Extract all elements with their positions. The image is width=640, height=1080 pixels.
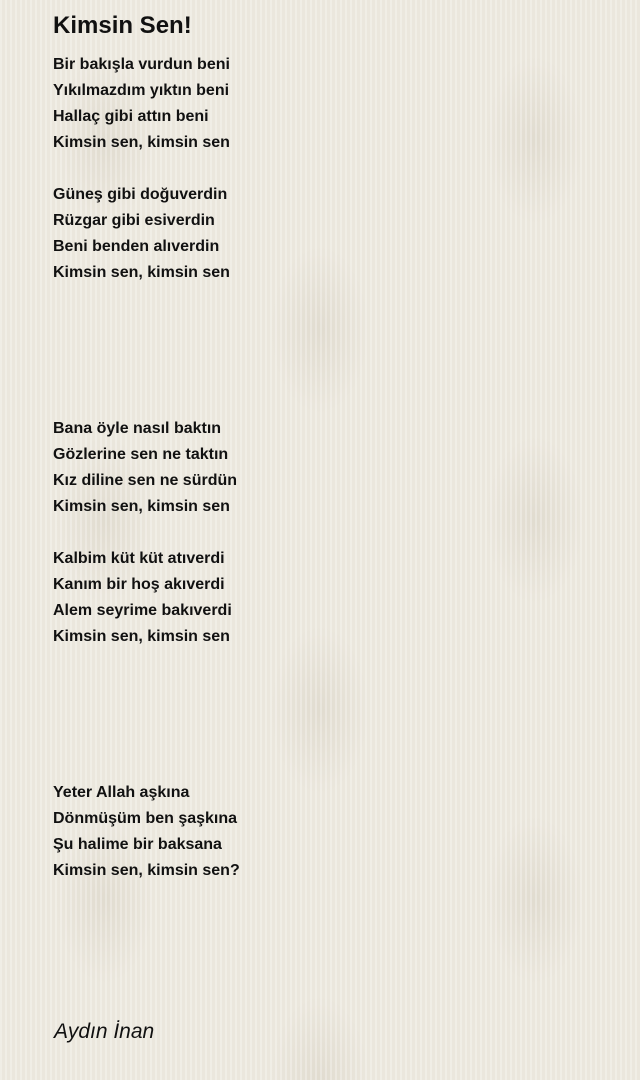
poem — [53, 10, 613, 884]
poem-line: Kimsin sen, kimsin sen? — [53, 862, 240, 879]
poem-line: Güneş gibi doğuverdin — [53, 186, 228, 203]
poem-line: Yeter Allah aşkına — [53, 784, 190, 801]
stanza-2 — [53, 182, 613, 286]
poem-line: Kimsin sen, kimsin sen — [53, 264, 230, 281]
poem-line: Beni benden alıverdin — [53, 238, 220, 255]
poem-title: Kimsin Sen! — [53, 12, 192, 39]
stanza-spacer — [53, 286, 613, 416]
poem-line: Bana öyle nasıl baktın — [53, 420, 222, 437]
stanza-1 — [53, 52, 613, 156]
poem-line: Gözlerine sen ne taktın — [53, 446, 229, 463]
poem-line: Bir bakışla vurdun beni — [53, 56, 230, 73]
poem-line: Yıkılmazdım yıktın beni — [53, 82, 230, 99]
poem-author: Aydın İnan — [54, 1020, 155, 1043]
poem-line: Kimsin sen, kimsin sen — [53, 498, 230, 515]
poem-line: Kimsin sen, kimsin sen — [53, 134, 230, 151]
poem-line: Kimsin sen, kimsin sen — [53, 628, 230, 645]
stanza-5 — [53, 780, 613, 884]
poem-line: Şu halime bir baksana — [53, 836, 222, 853]
poem-line: Hallaç gibi attın beni — [53, 108, 209, 125]
poem-line: Alem seyrime bakıverdi — [53, 602, 232, 619]
stanza-4 — [53, 546, 613, 650]
stanza-spacer — [53, 650, 613, 780]
poem-line: Rüzgar gibi esiverdin — [53, 212, 215, 229]
stanza-spacer — [53, 156, 613, 182]
poem-line: Dönmüşüm ben şaşkına — [53, 810, 238, 827]
stanza-spacer — [53, 520, 613, 546]
stanza-3 — [53, 416, 613, 520]
poem-line: Kanım bir hoş akıverdi — [53, 576, 225, 593]
poem-line: Kız diline sen ne sürdün — [53, 472, 238, 489]
poem-line: Kalbim küt küt atıverdi — [53, 550, 225, 567]
